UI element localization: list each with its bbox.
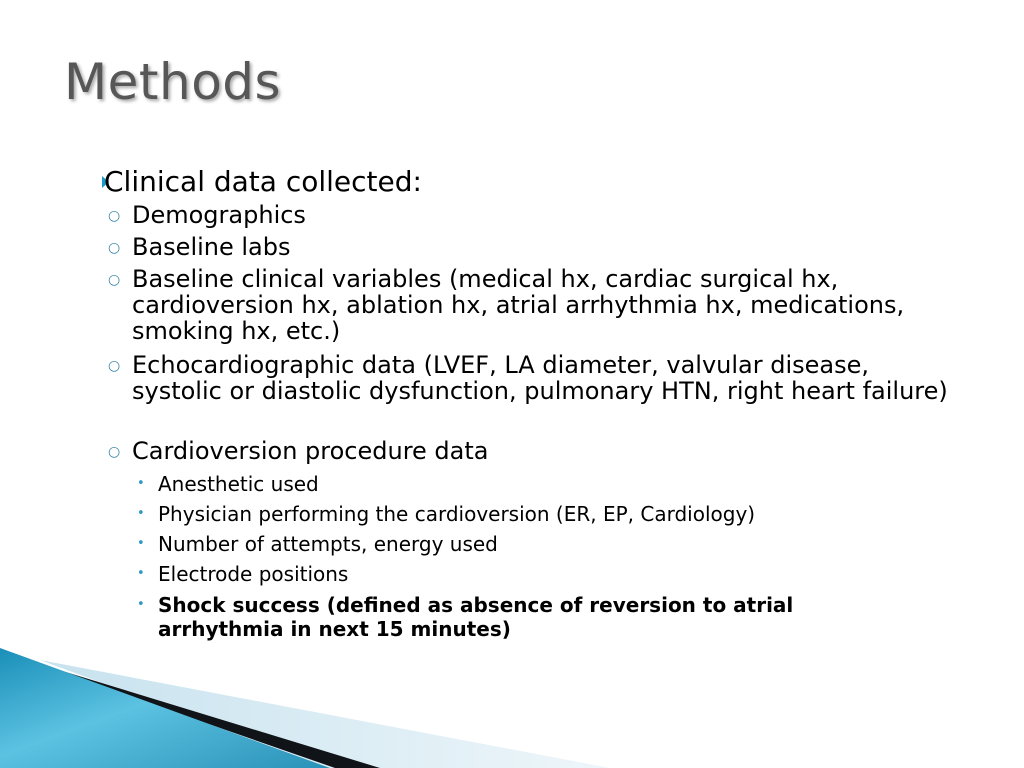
hollow-circle-icon: ○ [108, 444, 121, 460]
sub-item-cardioversion-procedure: Cardioversion procedure data [132, 437, 489, 465]
bullet-clinical-data: Clinical data collected: [104, 165, 422, 198]
procedure-item-anesthetic: Anesthetic used [158, 472, 319, 496]
procedure-item-physician: Physician performing the cardioversion (ER, EP, Cardiology) [158, 502, 756, 526]
hollow-circle-icon: ○ [108, 272, 121, 288]
dot-icon: • [137, 506, 145, 521]
slide-title: Methods [64, 53, 282, 111]
dot-icon: • [137, 536, 145, 551]
hollow-circle-icon: ○ [108, 358, 121, 374]
procedure-item-shock-success: Shock success (defined as absence of reversion to atrial arrhythmia in next 15 minutes) [158, 593, 794, 641]
hollow-circle-icon: ○ [108, 208, 121, 224]
sub-item-echocardiographic: Echocardiographic data (LVEF, LA diameter, valvular disease, systolic or diastolic dysfunction, pulmonary HTN, right heart failure) [132, 351, 948, 405]
dot-icon: • [137, 476, 145, 491]
sub-item-baseline-clinical: Baseline clinical variables (medical hx, cardiac surgical hx, cardioversion hx, ablation hx, atrial arrhythmia hx, medications, smoking hx, etc.) [132, 265, 905, 345]
procedure-item-attempts: Number of attempts, energy used [158, 532, 498, 556]
hollow-circle-icon: ○ [108, 240, 121, 256]
sub-item-demographics: Demographics [132, 201, 306, 229]
procedure-item-electrode: Electrode positions [158, 562, 349, 586]
dot-icon: • [137, 566, 145, 581]
dot-icon: • [137, 597, 145, 612]
sub-item-baseline-labs: Baseline labs [132, 233, 291, 261]
